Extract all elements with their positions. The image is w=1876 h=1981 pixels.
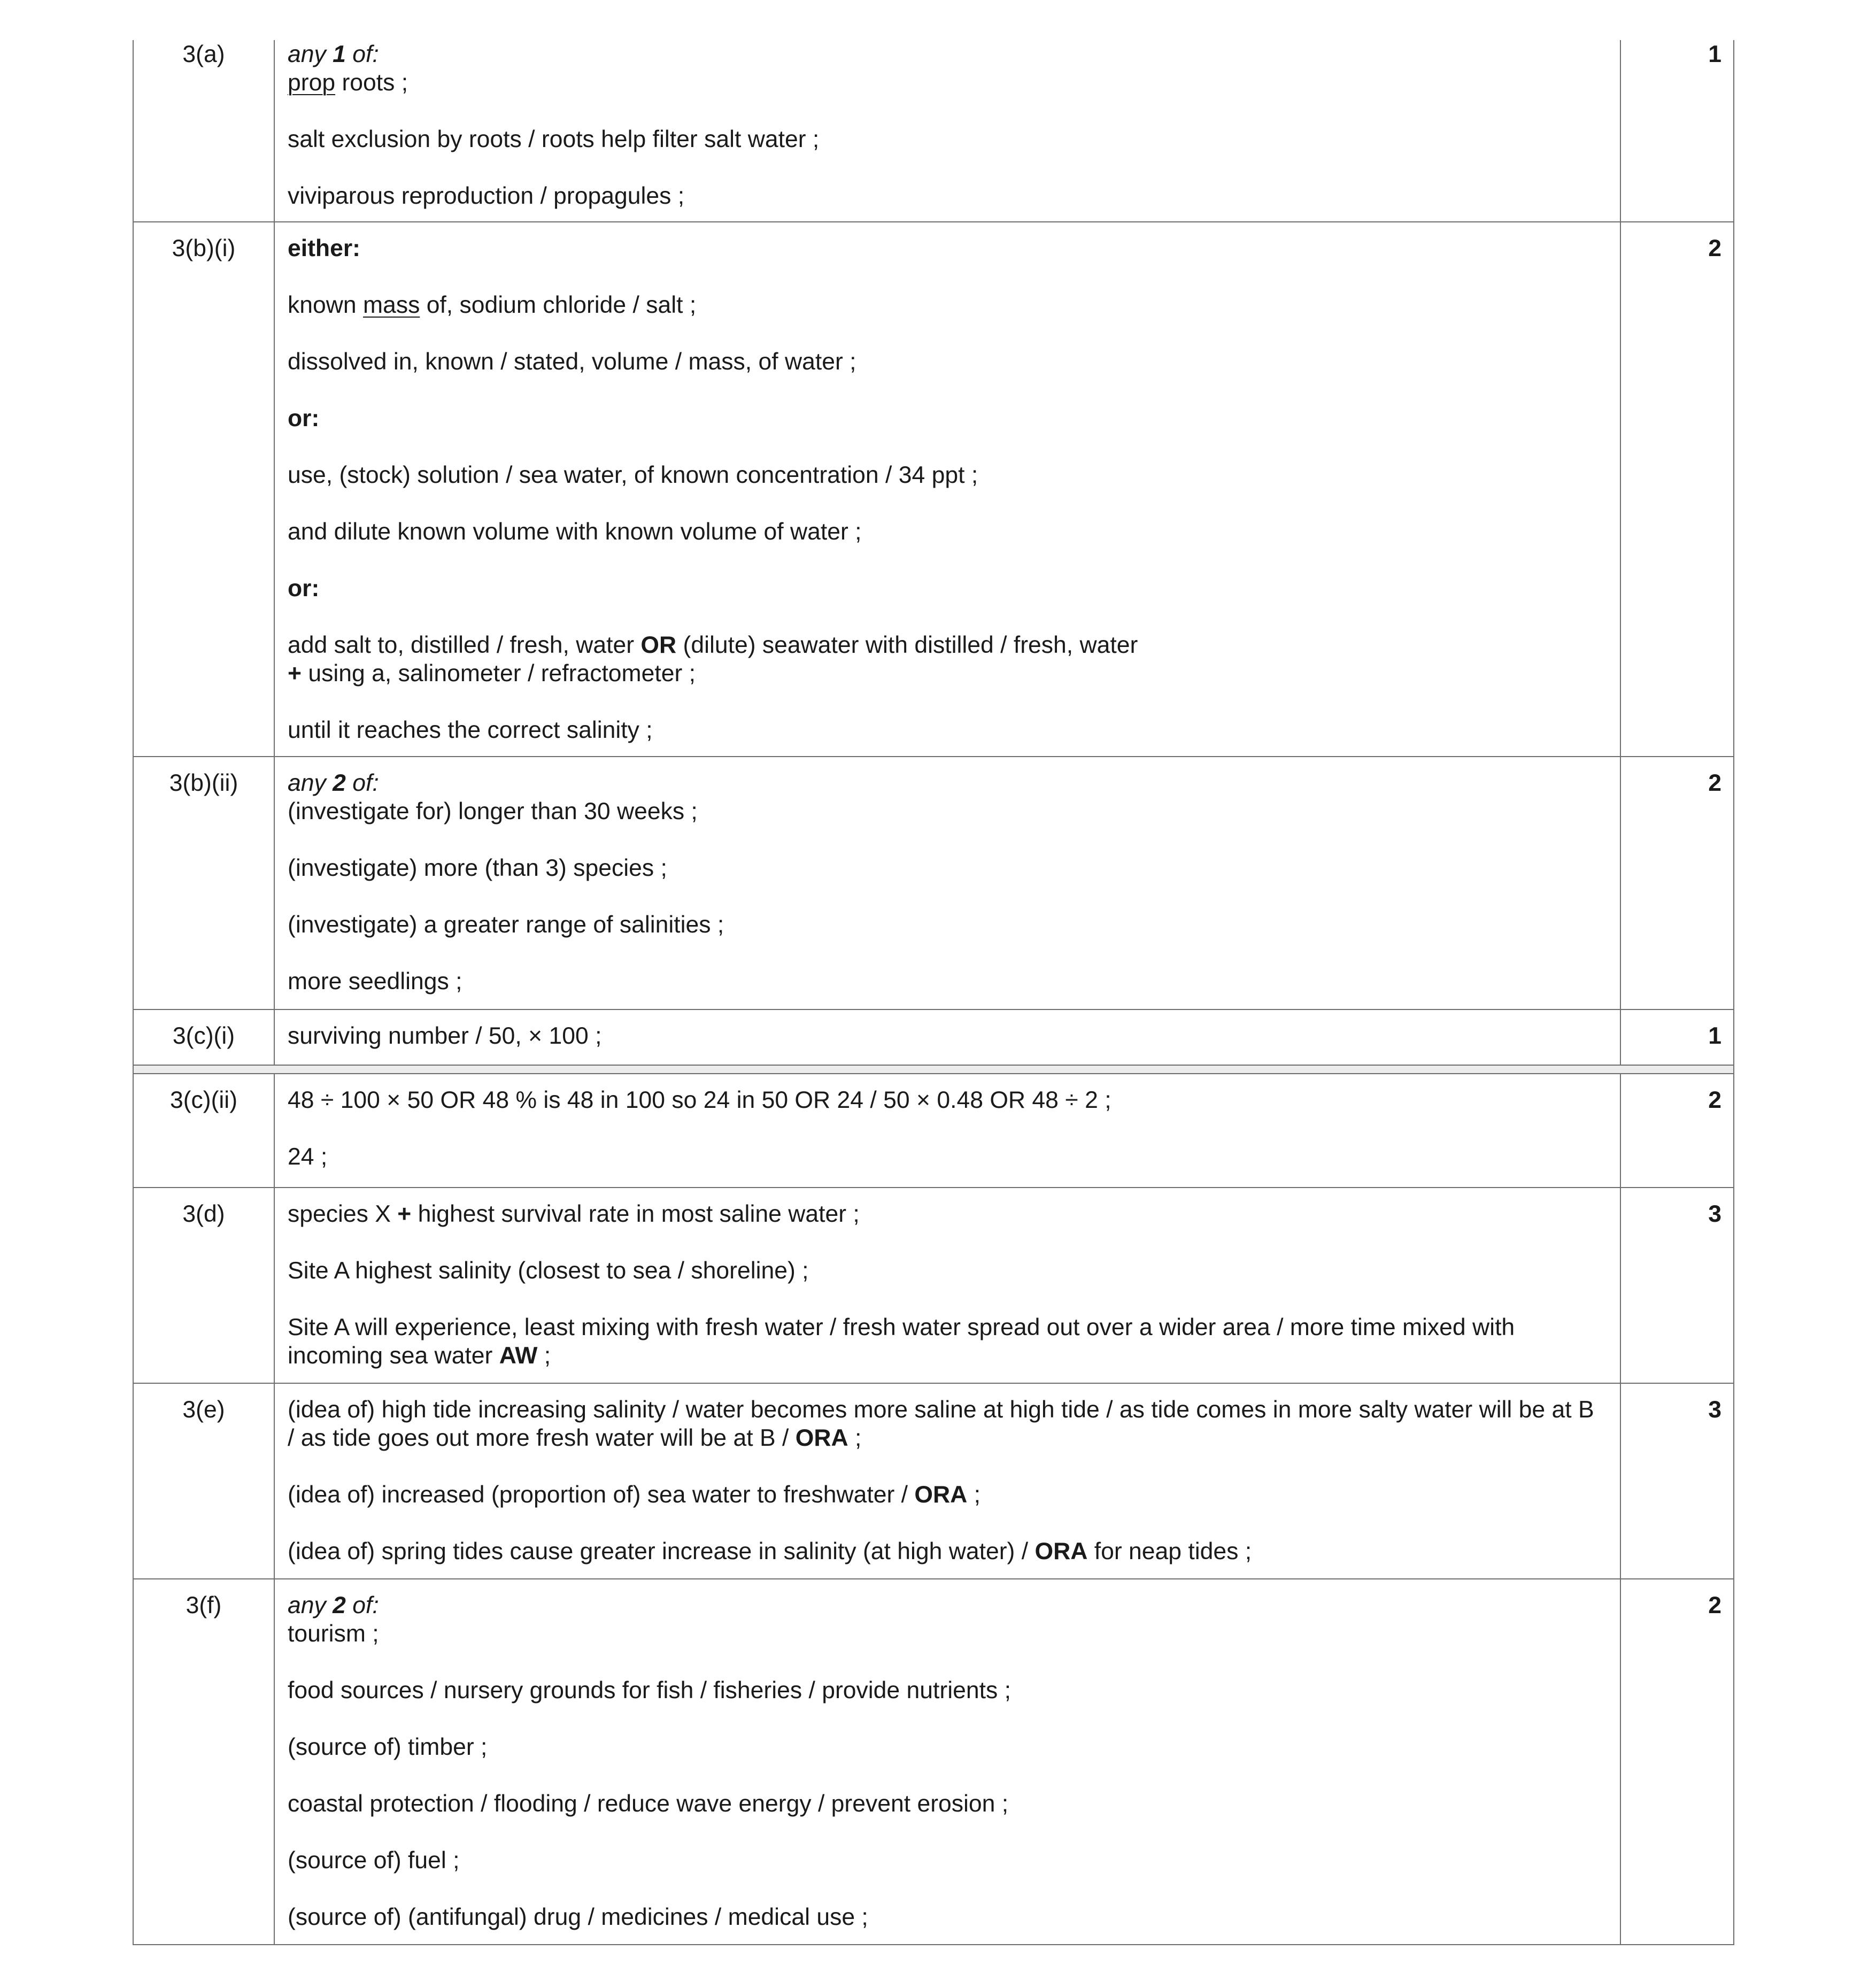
answer-cell [274,1010,1620,1066]
intro-count: 2 [333,1592,346,1618]
answer-cell [274,1384,1620,1579]
answer-heading: or: [288,575,320,602]
answer-line [288,631,1599,688]
answer-line [288,1396,1599,1452]
answer-text-end: using a, salinometer / refractometer ; [302,660,696,687]
section-divider [133,1066,1734,1073]
answer-line: food sources / nursery grounds for fish / fisheries / provide nutrients ; [288,1677,1011,1703]
marks-cell [1620,40,1734,222]
answer-cell [274,40,1620,222]
answer-line: (investigate) a greater range of salinities ; [288,912,724,938]
bold-keyword: ORA [795,1425,848,1451]
answer-heading: or: [288,405,320,431]
answer-cell [274,1073,1620,1188]
answer-text-end: (dilute) seawater with distilled / fresh, water [676,632,1138,658]
question-number [133,1073,274,1188]
question-number [133,222,274,757]
question-label: 3(d) [182,1201,225,1227]
answer-text: add salt to, distilled / fresh, water [288,632,641,658]
answer-line: surviving number / 50, × 100 ; [288,1023,602,1049]
table-row-3f [133,1579,1734,1945]
answer-line [288,1537,1599,1566]
answer-cell [274,757,1620,1010]
marks-value: 2 [1708,1087,1721,1113]
answer-line: (investigate) more (than 3) species ; [288,855,667,881]
answer-text-end: for neap tides ; [1087,1538,1252,1564]
table-row-3ci [133,1010,1734,1066]
question-number [133,40,274,222]
marks-cell [1620,757,1734,1010]
answer-intro [288,769,1599,826]
answer-text: tourism ; [288,1621,379,1647]
answer-line [288,1200,1599,1228]
marks-cell [1620,1073,1734,1188]
bold-keyword: AW [499,1343,538,1369]
bold-keyword: + [288,660,302,687]
marks-cell [1620,1188,1734,1384]
question-label: 3(b)(ii) [169,770,238,796]
question-label: 3(e) [182,1397,225,1423]
mark-scheme-table [133,40,1734,1945]
answer-text-end: ; [848,1425,862,1451]
intro-text: any [288,770,333,796]
marks-value: 3 [1708,1397,1721,1423]
intro-count: 2 [333,770,346,796]
answer-cell [274,1188,1620,1384]
question-label: 3(a) [182,41,225,67]
marks-value: 1 [1708,1023,1721,1049]
answer-text-end: highest survival rate in most saline water ; [411,1201,860,1227]
answer-line: dissolved in, known / stated, volume / mass, of water ; [288,349,856,375]
answer-line: (source of) timber ; [288,1734,488,1760]
intro-text: any [288,1592,333,1618]
question-number [133,1188,274,1384]
answer-line: 24 ; [288,1144,328,1170]
answer-line: viviparous reproduction / propagules ; [288,183,685,209]
question-number [133,1384,274,1579]
answer-text: (idea of) increased (proportion of) sea water to freshwater / [288,1482,915,1508]
bold-keyword: ORA [1034,1538,1088,1564]
marks-value: 3 [1708,1201,1721,1227]
question-label: 3(c)(ii) [169,1087,238,1113]
answer-intro [288,40,1599,97]
marks-value: 1 [1708,41,1721,67]
intro-text-end: of: [345,770,379,796]
table-row-3cii [133,1073,1734,1188]
question-number [133,1010,274,1066]
marks-cell [1620,222,1734,757]
answer-text: roots ; [335,70,408,96]
answer-line: coastal protection / flooding / reduce wave energy / prevent erosion ; [288,1791,1009,1817]
answer-text: (investigate for) longer than 30 weeks ; [288,798,698,824]
marks-cell [1620,1384,1734,1579]
marks-value: 2 [1708,235,1721,261]
underlined-term: mass [363,292,420,318]
answer-line: salt exclusion by roots / roots help filter salt water ; [288,126,820,152]
answer-line [288,291,1599,319]
marks-cell [1620,1579,1734,1945]
table-row-3bi [133,222,1734,757]
answer-text: known [288,292,363,318]
table-row-3bii [133,757,1734,1010]
marks-value: 2 [1708,1592,1721,1618]
answer-line: (source of) (antifungal) drug / medicines / medical use ; [288,1904,868,1930]
answer-intro [288,1591,1599,1648]
answer-line: and dilute known volume with known volume of water ; [288,519,862,545]
question-label: 3(b)(i) [172,235,236,261]
bold-keyword: + [397,1201,412,1227]
answer-line [288,1481,1599,1509]
answer-heading: either: [288,235,360,261]
intro-text-end: of: [345,41,379,67]
marks-value: 2 [1708,770,1721,796]
question-label: 3(c)(i) [172,1023,235,1049]
question-number [133,1579,274,1945]
answer-line: (source of) fuel ; [288,1847,460,1874]
answer-text-end: of, sodium chloride / salt ; [420,292,697,318]
answer-line: more seedlings ; [288,968,462,995]
underlined-term: prop [288,70,336,96]
answer-text-end: ; [537,1343,551,1369]
question-label: 3(f) [186,1592,222,1618]
marks-cell [1620,1010,1734,1066]
table-row-3e [133,1384,1734,1579]
bold-keyword: OR [640,632,677,658]
answer-text: (idea of) high tide increasing salinity / water becomes more saline at high tide / as tide comes in more salty water will be at B / as tide goes out more fresh water will be at B / [288,1397,1594,1451]
answer-cell [274,1579,1620,1945]
answer-text: (idea of) spring tides cause greater increase in salinity (at high water) / [288,1538,1035,1564]
table-row-3a [133,40,1734,222]
answer-line: until it reaches the correct salinity ; [288,717,653,743]
answer-line: 48 ÷ 100 × 50 OR 48 % is 48 in 100 so 24 in 50 OR 24 / 50 × 0.48 OR 48 ÷ 2 ; [288,1087,1111,1113]
answer-text: species X [288,1201,398,1227]
table-row-3d [133,1188,1734,1384]
answer-cell [274,222,1620,757]
intro-text: any [288,41,333,67]
answer-line: use, (stock) solution / sea water, of known concentration / 34 ppt ; [288,462,978,488]
question-number [133,757,274,1010]
answer-text: Site A will experience, least mixing with fresh water / fresh water spread out over a wider area / more time mixed with incoming sea water [288,1314,1515,1369]
bold-keyword: ORA [914,1482,968,1508]
intro-text-end: of: [345,1592,379,1618]
answer-text-end: ; [967,1482,981,1508]
answer-line: Site A highest salinity (closest to sea / shoreline) ; [288,1258,809,1284]
answer-line [288,1313,1599,1370]
intro-count: 1 [333,41,346,67]
